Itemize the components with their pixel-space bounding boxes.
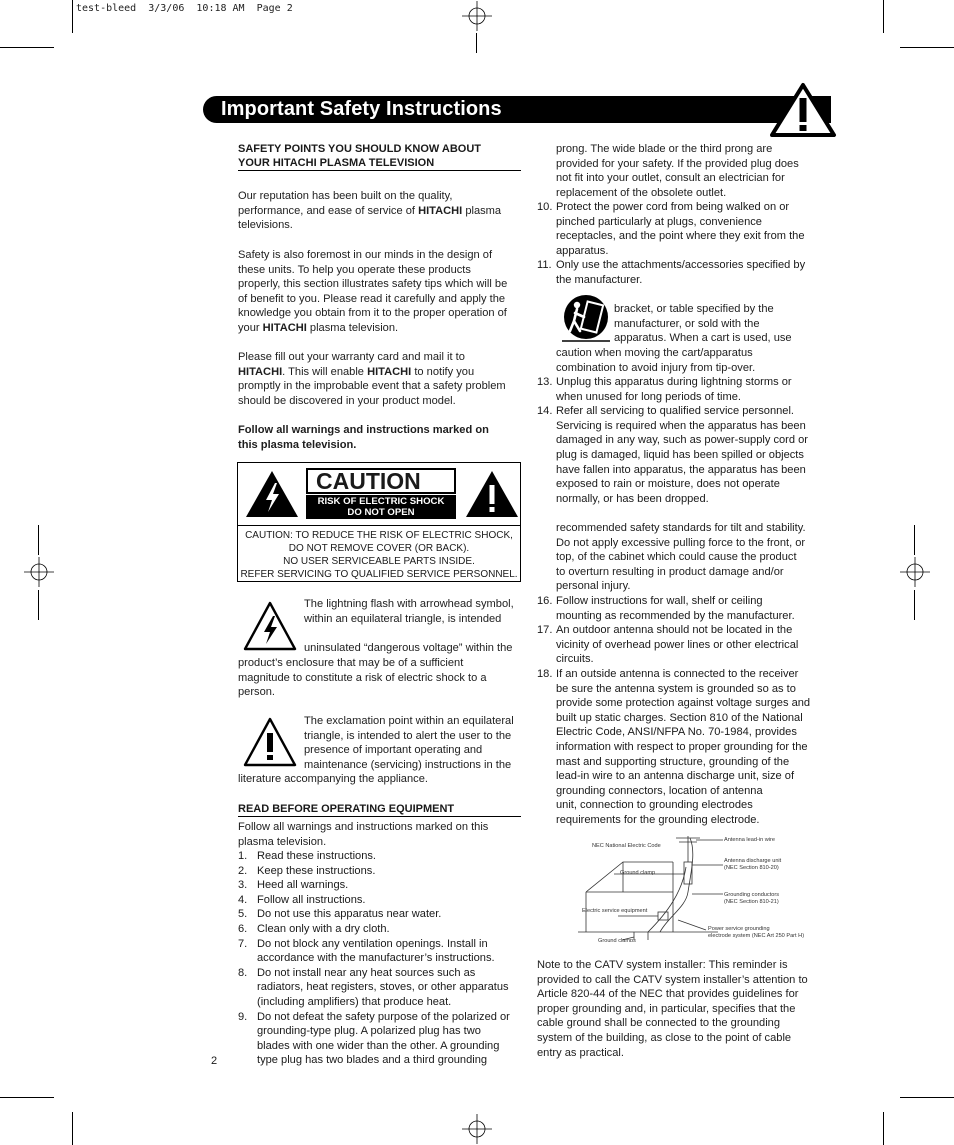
intro-paragraph-2: Safety is also foremost in our minds in the design of these units. To help you operate these products properly, this section illustrates safety tips which will be of benefit to you. Please read it carefully and apply the knowledge you obtain from it to the proper operation of your HITACHI plasma television. bbox=[238, 249, 508, 334]
list-item bbox=[537, 667, 815, 828]
list-text: mounting as recommended by the manufacturer. bbox=[556, 609, 795, 622]
cart-warning: bracket, or table specified by the manufacturer, or sold with the apparatus. When a cart is used, use bbox=[614, 303, 792, 345]
item-9-continued: prong. The wide blade or the third prong are provided for your safety. If the provided plug does not fit into your outlet, consult an electrician for replacement of the obsolete outlet. bbox=[556, 143, 799, 199]
list-number: 2. bbox=[238, 864, 248, 877]
list-text: unit, connection to grounding electrodes bbox=[556, 799, 753, 812]
list-text: Clean only with a dry cloth. bbox=[257, 923, 390, 935]
list-text: grounding-type plug. A polarized plug has two bbox=[257, 1025, 481, 1038]
list-number: 16. bbox=[537, 595, 553, 607]
diagram-label: Grounding conductors bbox=[724, 892, 780, 898]
crop-mark bbox=[476, 33, 477, 53]
list-text: Refer all servicing to qualified service personnel. bbox=[556, 405, 795, 418]
list-text: have fallen into apparatus, the apparatus has been bbox=[556, 463, 806, 476]
list-item bbox=[537, 594, 815, 623]
diagram-label: (NEC Section 810-21) bbox=[724, 899, 779, 905]
exclamation-triangle-icon bbox=[769, 82, 837, 138]
list-item bbox=[238, 937, 517, 966]
crop-mark bbox=[883, 1112, 884, 1145]
list-item bbox=[238, 922, 517, 937]
list-number: 1. bbox=[238, 850, 248, 862]
list-number: 5. bbox=[238, 908, 248, 921]
crop-mark bbox=[72, 1112, 73, 1145]
list-item bbox=[238, 966, 517, 1010]
list-text: Read these instructions. bbox=[257, 850, 377, 862]
intro-paragraph-1: Our reputation has been built on the quality, performance, and ease of service of HITACHI plasma televisions. bbox=[238, 190, 502, 232]
list-text: Do not defeat the safety purpose of the polarized or bbox=[257, 1010, 510, 1023]
print-slug: test-bleed 3/3/06 10:18 AM Page 2 bbox=[76, 3, 293, 14]
list-text: Heed all warnings. bbox=[257, 879, 349, 892]
registration-mark-icon bbox=[24, 557, 54, 587]
list-number: 14. bbox=[537, 405, 553, 418]
crop-mark bbox=[0, 47, 54, 48]
catv-note: Note to the CATV system installer: This reminder is provided to call the CATV system installer’s attention to Article 820-44 of the NEC that provides guidelines for proper grounding and, in particular, specifies that the cable ground shall be connected to the grounding system of the building, as close to the point of cable entry as practical. bbox=[537, 959, 808, 1059]
diagram-label: Electric service equipment bbox=[582, 908, 648, 914]
list-text: (including amplifiers) that produce heat. bbox=[257, 995, 452, 1008]
caution-text: CAUTION: TO REDUCE THE RISK OF ELECTRIC SHOCK, DO NOT REMOVE COVER (OR BACK). NO USER SERVICEABLE PARTS INSIDE. REFER SERVICING TO QUALIFIED SERVICE PERSONNEL. bbox=[240, 530, 518, 580]
list-item bbox=[238, 907, 517, 922]
list-text: requirements for the grounding electrode. bbox=[556, 813, 760, 826]
diagram-label: Antenna lead-in wire bbox=[724, 837, 775, 843]
crop-mark bbox=[900, 47, 954, 48]
crop-mark bbox=[883, 0, 884, 33]
list-text: built up static charges. Section 810 of the National bbox=[556, 711, 803, 724]
list-text: Do not block any ventilation openings. Install in bbox=[257, 937, 488, 950]
diagram-label: Antenna discharge unit bbox=[724, 858, 782, 864]
list-text: plug is damaged, liquid has been spilled or objects bbox=[556, 448, 804, 461]
list-number: 11. bbox=[537, 259, 552, 272]
exclamation-explanation: The exclamation point within an equilateral triangle, is intended to alert the user to the presence of important operating and maintenance (servicing) instructions in the bbox=[304, 715, 514, 771]
list-number: 17. bbox=[537, 624, 553, 637]
caution-word: CAUTION bbox=[306, 468, 456, 494]
list-item bbox=[537, 375, 815, 404]
list-text: Do not use this apparatus near water. bbox=[257, 908, 442, 921]
list-text: type plug has two blades and a third grounding bbox=[257, 1054, 488, 1067]
list-text: lead-in wire to an antenna discharge unit, size of bbox=[556, 770, 795, 783]
list-text: blades with one wider than the other. A grounding bbox=[257, 1039, 500, 1052]
list-text: grounding connectors, location of antenna bbox=[556, 784, 763, 797]
heading-rule bbox=[238, 816, 521, 817]
crop-mark bbox=[38, 590, 39, 620]
list-number: 7. bbox=[238, 937, 248, 950]
list-text: An outdoor antenna should not be located in the bbox=[556, 624, 793, 637]
shock-warning: RISK OF ELECTRIC SHOCK DO NOT OPEN bbox=[306, 495, 456, 519]
list-item bbox=[537, 200, 815, 258]
list-text: accordance with the manufacturer’s instructions. bbox=[257, 952, 495, 965]
list-text: when unused for long periods of time. bbox=[556, 390, 742, 403]
list-item bbox=[537, 258, 815, 287]
list-number: 6. bbox=[238, 923, 248, 935]
list-text: receptacles, and the point where they exit from the bbox=[556, 230, 805, 243]
diagram-label: (NEC Section 810-20) bbox=[724, 865, 779, 871]
crop-mark bbox=[914, 525, 915, 555]
diagram-label: Ground clamps bbox=[598, 938, 636, 942]
exclamation-triangle-icon bbox=[242, 716, 298, 768]
list-item bbox=[238, 893, 517, 908]
list-text: Servicing is required when the apparatus has been bbox=[556, 419, 806, 432]
lightning-triangle-icon bbox=[242, 600, 298, 652]
list-text: Follow all instructions. bbox=[257, 893, 366, 906]
cart-warning-cont: caution when moving the cart/apparatus combination to avoid injury from tip-over. bbox=[556, 347, 756, 374]
list-text: Do not install near any heat sources such as bbox=[257, 966, 476, 979]
list-item bbox=[537, 404, 815, 506]
read-before-heading: READ BEFORE OPERATING EQUIPMENT bbox=[238, 803, 455, 815]
list-text: radiators, heat registers, stoves, or other apparatus bbox=[257, 981, 509, 994]
list-number: 3. bbox=[238, 879, 248, 892]
crop-mark bbox=[900, 1097, 954, 1098]
list-number: 8. bbox=[238, 966, 248, 979]
list-text: normally, or has been dropped. bbox=[556, 492, 709, 505]
list-text: Keep these instructions. bbox=[257, 864, 376, 877]
registration-mark-icon bbox=[900, 557, 930, 587]
crop-mark bbox=[914, 590, 915, 620]
list-text: pinched particularly at plugs, convenience bbox=[556, 215, 762, 228]
list-text: damaged in any way, such as power-supply cord or bbox=[556, 434, 808, 447]
list-text: exposed to rain or moisture, does not operate bbox=[556, 478, 780, 491]
list-number: 13. bbox=[537, 376, 553, 388]
registration-mark-icon bbox=[462, 1, 492, 31]
list-number: 18. bbox=[537, 668, 553, 680]
list-text: provide some protection against voltage surges and bbox=[556, 697, 811, 710]
tilt-stability: recommended safety standards for tilt and stability. Do not apply excessive pulling force to the front, or top, of the cabinet which could cause the product to overturn resulting in product damage and/or personal injury. bbox=[556, 522, 806, 593]
list-item bbox=[537, 623, 815, 667]
list-item bbox=[238, 849, 517, 864]
read-before-paragraph: Follow all warnings and instructions marked on this plasma television. bbox=[238, 821, 489, 848]
heading-rule bbox=[238, 170, 521, 171]
list-text: information with respect to proper grounding for the bbox=[556, 740, 808, 753]
diagram-label: Ground clamp bbox=[620, 870, 656, 876]
lightning-triangle-icon bbox=[244, 469, 300, 519]
list-text: Electric Code, ANSI/NFPA No. 70-1984, provides bbox=[556, 726, 797, 739]
crop-mark bbox=[0, 1097, 54, 1098]
section-heading: SAFETY POINTS YOU SHOULD KNOW ABOUT YOUR HITACHI PLASMA TELEVISION bbox=[238, 143, 482, 170]
list-item bbox=[238, 864, 517, 879]
list-item bbox=[238, 1010, 517, 1068]
list-text: If an outside antenna is connected to the receiver bbox=[556, 668, 799, 680]
list-text: the manufacturer. bbox=[556, 273, 643, 286]
list-number: 4. bbox=[238, 893, 248, 906]
list-number: 9. bbox=[238, 1010, 248, 1023]
caution-divider bbox=[238, 525, 520, 526]
list-text: Follow instructions for wall, shelf or ceiling bbox=[556, 595, 763, 607]
list-text: circuits. bbox=[556, 653, 594, 666]
page-title: Important Safety Instructions bbox=[221, 98, 502, 120]
diagram-label: NEC National Electric Code bbox=[592, 843, 661, 849]
list-text: Only use the attachments/accessories specified by bbox=[556, 259, 806, 272]
page-number: 2 bbox=[211, 1055, 218, 1067]
lightning-explanation-cont: product’s enclosure that may be of a sufficient magnitude to constitute a risk of electric shock to a person. bbox=[238, 657, 487, 699]
title-banner bbox=[203, 96, 831, 123]
list-number: 10. bbox=[537, 201, 553, 213]
list-text: mast and supporting structure, grounding of the bbox=[556, 755, 790, 768]
cart-tipover-icon bbox=[560, 293, 612, 345]
antenna-grounding-diagram bbox=[578, 832, 813, 942]
diagram-label: electrode system (NEC Art 250 Part H) bbox=[708, 933, 805, 939]
list-item bbox=[238, 878, 517, 893]
caution-label bbox=[237, 462, 521, 582]
list-text: Protect the power cord from being walked on or bbox=[556, 201, 790, 213]
follow-warnings-note: Follow all warnings and instructions marked on this plasma television. bbox=[238, 424, 489, 451]
list-text: apparatus. bbox=[556, 244, 609, 257]
diagram-label: Power service grounding bbox=[708, 926, 770, 932]
exclamation-explanation-cont: literature accompanying the appliance. bbox=[238, 773, 428, 785]
list-text: Unplug this apparatus during lightning storms or bbox=[556, 376, 792, 388]
intro-paragraph-3: Please fill out your warranty card and mail it to HITACHI. This will enable HITACHI to notify you promptly in the improbable event that a safety problem should be discovered in your product model. bbox=[238, 351, 506, 407]
exclamation-triangle-icon bbox=[464, 469, 520, 519]
list-text: vicinity of overhead power lines or other electrical bbox=[556, 638, 799, 651]
registration-mark-icon bbox=[462, 1114, 492, 1144]
lightning-explanation: The lightning flash with arrowhead symbol, within an equilateral triangle, is intended uninsulated “dangerous voltage” within the bbox=[304, 598, 514, 654]
crop-mark bbox=[72, 0, 73, 33]
crop-mark bbox=[38, 525, 39, 555]
list-text: be sure the antenna system is grounded so as to bbox=[556, 682, 796, 695]
